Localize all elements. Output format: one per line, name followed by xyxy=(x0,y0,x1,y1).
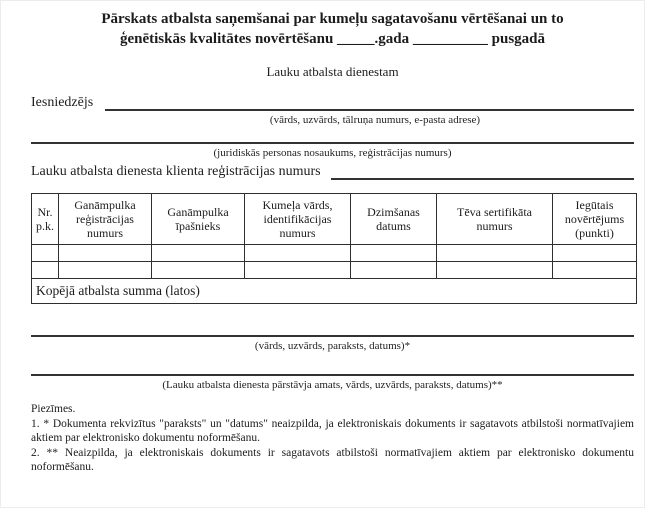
table-row xyxy=(32,262,637,279)
empty-cell xyxy=(245,245,351,262)
empty-cell xyxy=(152,245,245,262)
representative-fill-line xyxy=(31,374,634,376)
client-number-row xyxy=(31,164,634,180)
applicant-row xyxy=(31,95,634,111)
empty-cell xyxy=(351,262,437,279)
empty-cell xyxy=(437,262,553,279)
header-cell-number: Nr. p.k. xyxy=(32,194,59,245)
notes-section xyxy=(31,402,634,475)
table-row xyxy=(32,245,637,262)
header-cell-score: Iegūtais novērtējums (punkti) xyxy=(553,194,637,245)
applicant-label: Iesniedzējs xyxy=(31,95,94,110)
applicant-fill-line xyxy=(105,109,634,111)
document-title-line-1: Pārskats atbalsta saņemšanai par kumeļu sagatavošanu vērtēšanai un to xyxy=(101,11,564,27)
empty-cell xyxy=(351,245,437,262)
empty-cell xyxy=(245,262,351,279)
note-item-2: 2. ** Neaizpilda, ja elektroniskais dokuments ir sagatavots atbilstoši normatīvajiem aktiem par elektronisko dokumentu noformēšanu. xyxy=(31,446,634,474)
empty-cell xyxy=(32,262,59,279)
empty-cell xyxy=(152,262,245,279)
recipient-line: Lauku atbalsta dienestam xyxy=(266,64,399,79)
header-cell-herd-owner: Ganāmpulka īpašnieks xyxy=(152,194,245,245)
legal-entity-caption: (juridiskās personas nosaukums, reģistrācijas numurs) xyxy=(213,147,452,159)
empty-cell xyxy=(59,245,152,262)
representative-caption: (Lauku atbalsta dienesta pārstāvja amats, vārds, uzvārds, paraksts, datums)** xyxy=(162,379,503,391)
legal-entity-fill-line xyxy=(31,142,634,144)
applicant-caption: (vārds, uzvārds, tālruņa numurs, e-pasta adrese) xyxy=(269,114,481,126)
table-header-row xyxy=(32,194,637,245)
signature-fill-line xyxy=(31,335,634,337)
empty-cell xyxy=(59,262,152,279)
empty-cell xyxy=(553,245,637,262)
note-item-1: 1. * Dokumenta rekvizītus "paraksts" un "datums" neaizpilda, ja elektroniskais dokuments ir sagatavots atbilstoši normatīvajiem aktiem par elektronisko dokumentu noformēšanu. xyxy=(31,417,634,445)
total-support-sum-cell: Kopējā atbalsta summa (latos) xyxy=(32,279,637,304)
table-footer-row xyxy=(32,279,637,304)
header-cell-birth-date: Dzimšanas datums xyxy=(351,194,437,245)
header-cell-sire-certificate: Tēva sertifikāta numurs xyxy=(437,194,553,245)
client-number-label: Lauku atbalsta dienesta klienta reģistrācijas numurs xyxy=(31,164,321,179)
horses-table xyxy=(31,193,637,304)
header-cell-herd-registration: Ganāmpulka reģistrācijas numurs xyxy=(59,194,152,245)
header-cell-foal-name: Kumeļa vārds, identifikācijas numurs xyxy=(245,194,351,245)
signature-caption: (vārds, uzvārds, paraksts, datums)* xyxy=(254,340,411,352)
empty-cell xyxy=(437,245,553,262)
notes-heading: Piezīmes. xyxy=(31,403,76,415)
document-title-line-2: ģenētiskās kvalitātes novērtēšanu _____.gada __________ pusgadā xyxy=(119,31,546,47)
document-title xyxy=(31,9,634,49)
client-number-fill-line xyxy=(331,178,634,180)
empty-cell xyxy=(32,245,59,262)
empty-cell xyxy=(553,262,637,279)
